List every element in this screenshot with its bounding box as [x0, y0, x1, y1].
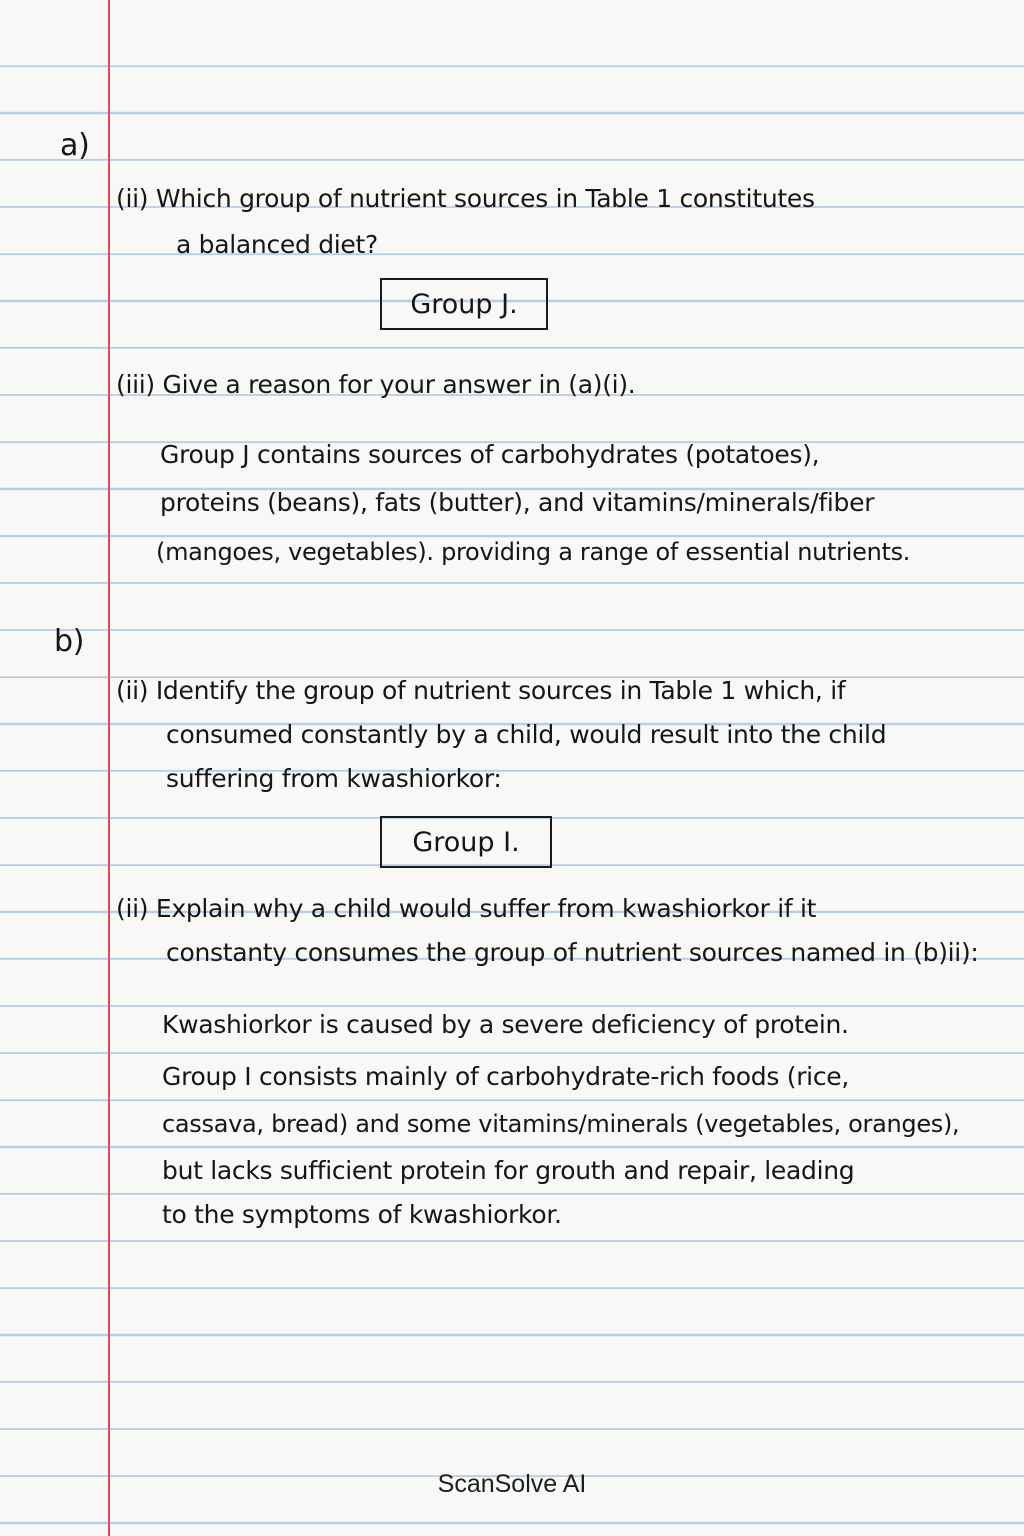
answer-b-ii-line3: cassava, bread) and some vitamins/minerals (vegetables, oranges), — [162, 1110, 960, 1138]
question-b-ii-line1: (ii) Explain why a child would suffer from kwashiorkor if it — [116, 894, 817, 923]
margin-line — [108, 0, 110, 1536]
answer-b-ii-line2: Group I consists mainly of carbohydrate-rich foods (rice, — [162, 1062, 849, 1091]
answer-b-ii-line5: to the symptoms of kwashiorkor. — [162, 1200, 562, 1229]
answer-a-ii-line3: (mangoes, vegetables). providing a range of essential nutrients. — [156, 538, 911, 566]
answer-box-a-i — [380, 278, 548, 330]
footer-brand: ScanSolve AI — [437, 1470, 587, 1498]
answer-b-ii-line4: but lacks sufficient protein for grouth and repair, leading — [162, 1156, 855, 1185]
answer-a-ii-line2: proteins (beans), fats (butter), and vitamins/minerals/fiber — [160, 488, 875, 517]
question-a-ii-line1: (iii) Give a reason for your answer in (a)(i). — [116, 370, 636, 399]
question-a-i-line1: (ii) Which group of nutrient sources in Table 1 constitutes — [116, 184, 815, 213]
answer-a-ii-line1: Group J contains sources of carbohydrates (potatoes), — [160, 440, 820, 469]
answer-b-i: Group I. — [412, 826, 520, 858]
answer-a-i: Group J. — [410, 288, 518, 320]
answer-box-b-i — [380, 816, 552, 868]
part-a-label: a) — [60, 128, 90, 163]
part-b-label: b) — [54, 624, 85, 659]
question-b-i-line3: suffering from kwashiorkor: — [166, 764, 502, 793]
question-b-i-line1: (ii) Identify the group of nutrient sources in Table 1 which, if — [116, 676, 846, 705]
question-b-ii-line2: constanty consumes the group of nutrient sources named in (b)ii): — [166, 938, 979, 967]
question-a-i-line2: a balanced diet? — [176, 230, 378, 259]
answer-b-ii-line1: Kwashiorkor is caused by a severe deficiency of protein. — [162, 1010, 849, 1039]
question-b-i-line2: consumed constantly by a child, would result into the child — [166, 720, 887, 749]
